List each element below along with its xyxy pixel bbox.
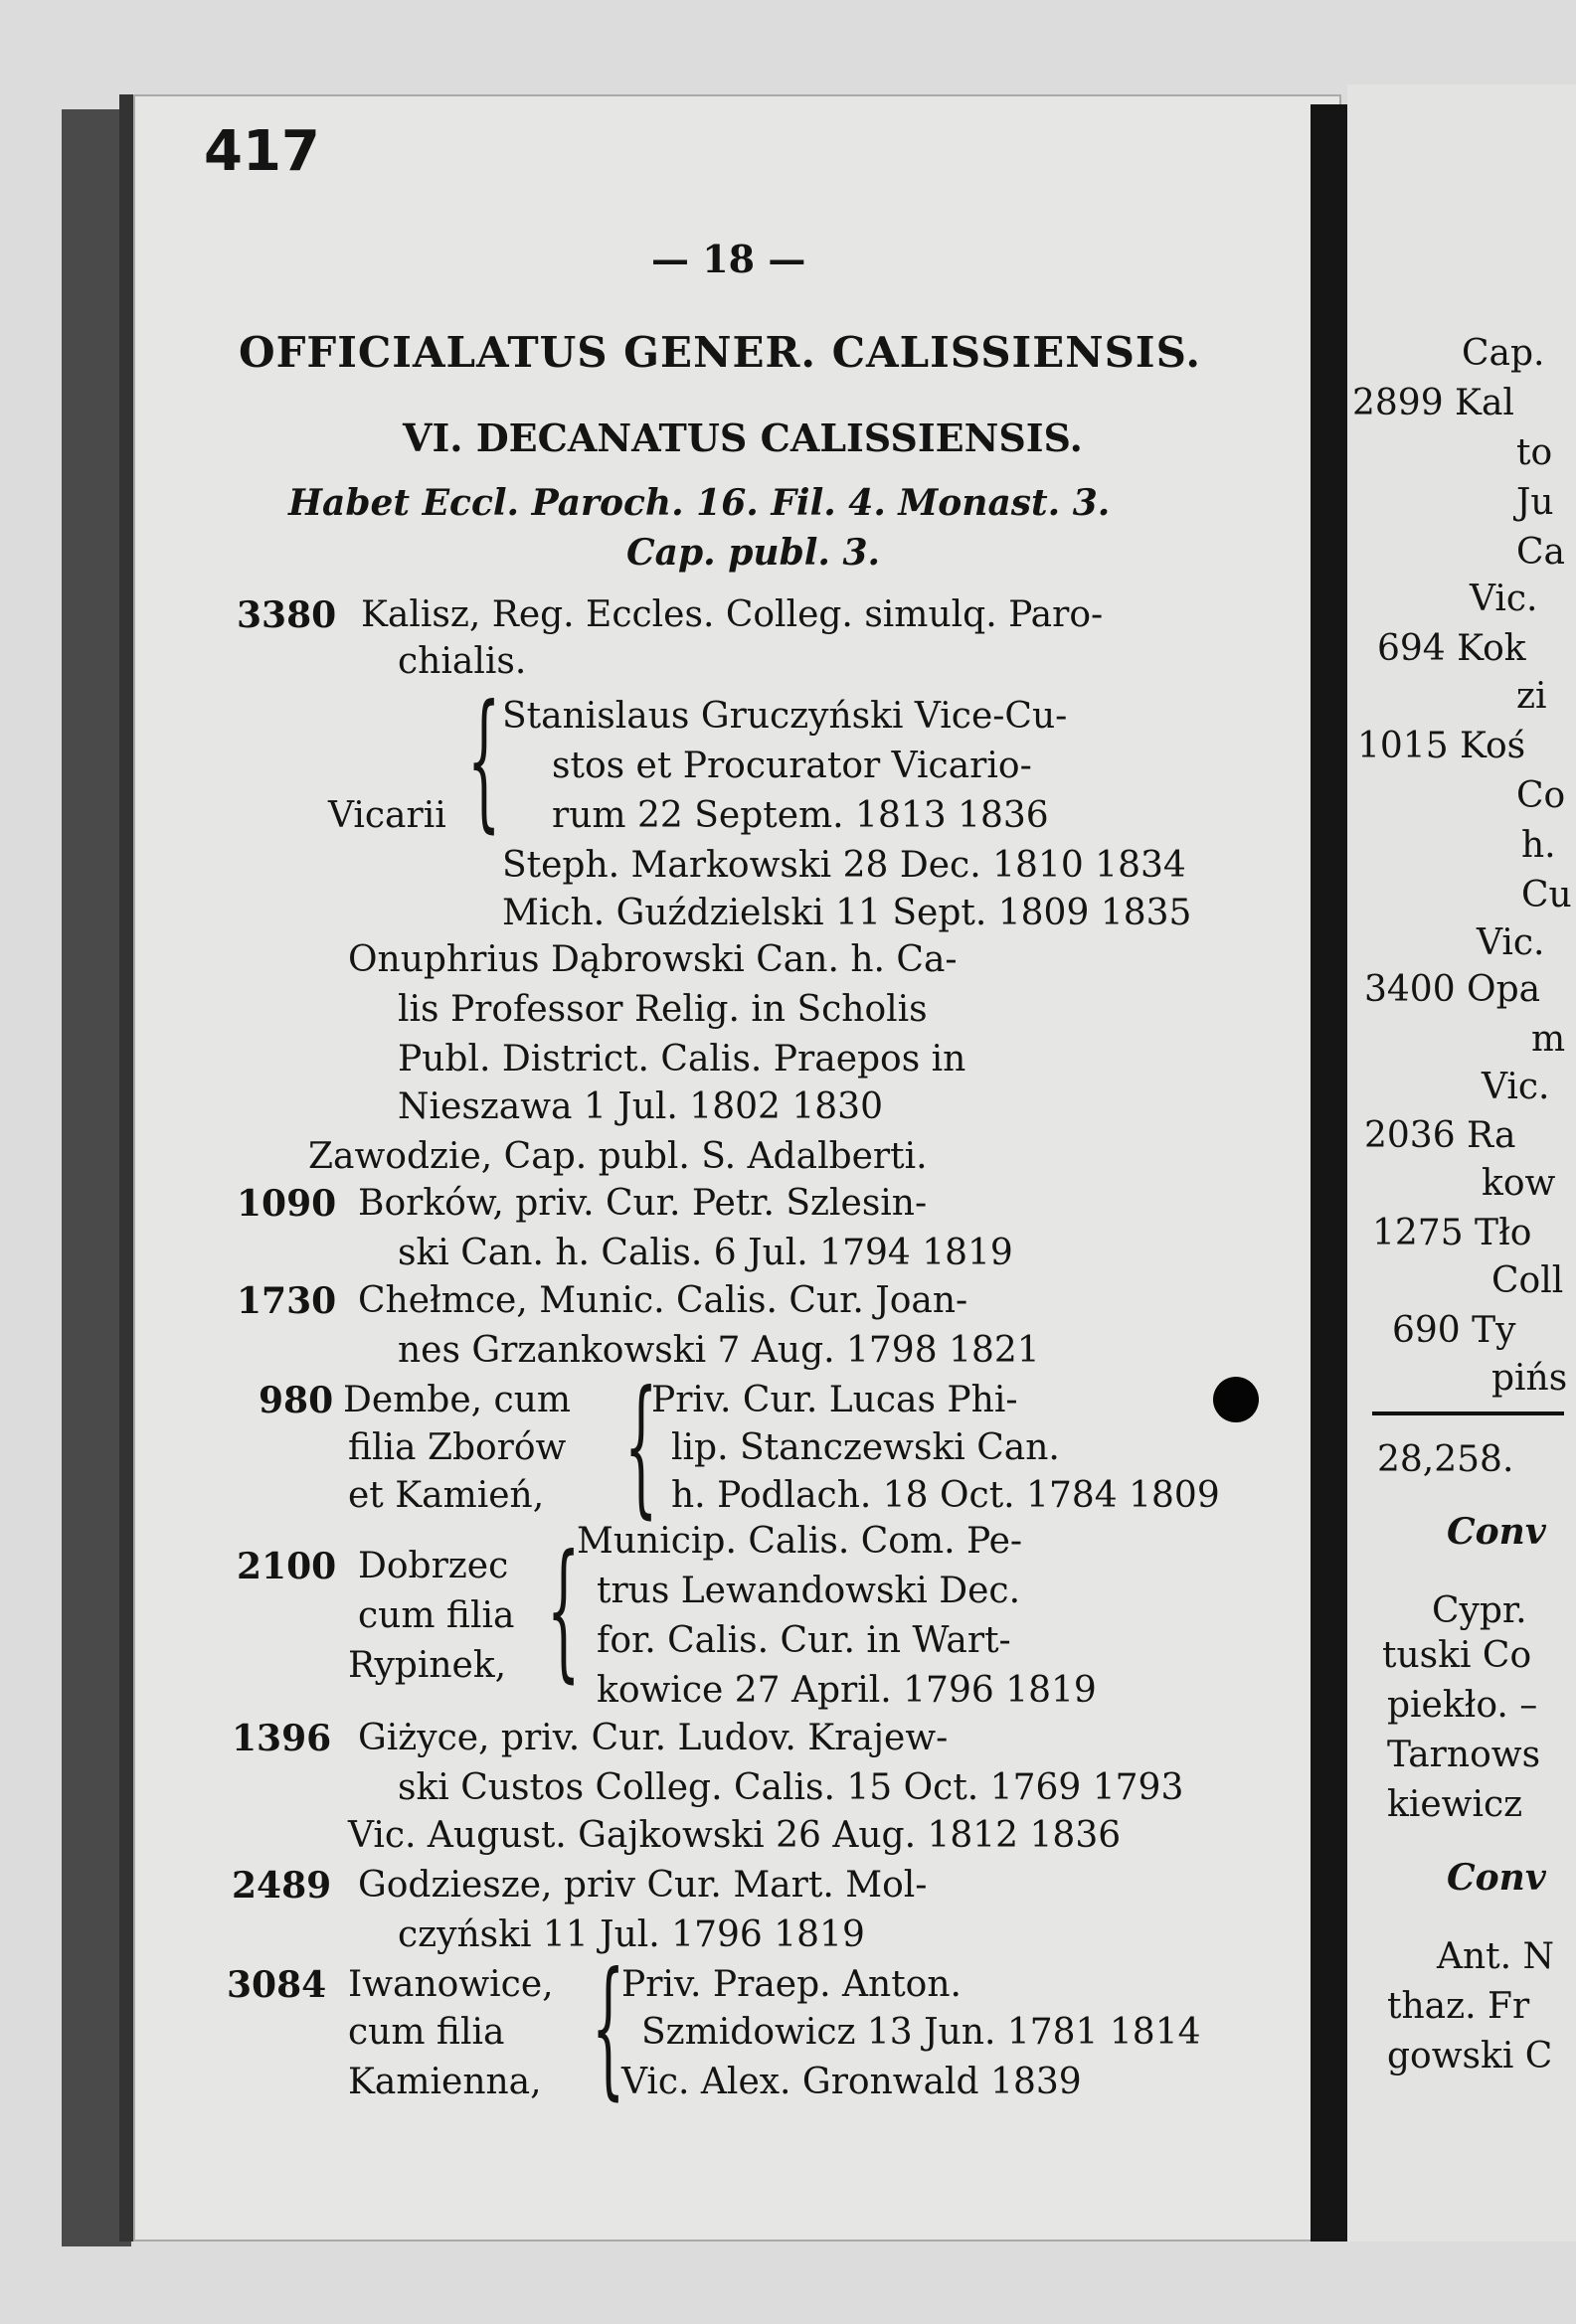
right-fragment: 28,258. [1377,1439,1514,1480]
right-fragment: 3400 Opa [1364,969,1541,1010]
entry-text: for. Calis. Cur. in Wart- [597,1620,1011,1661]
entry-text: Godziesze, priv Cur. Mart. Mol- [358,1865,928,1906]
entry-text: Vic. August. Gajkowski 26 Aug. 1812 1836 [348,1815,1122,1856]
vicarii-label: Vicarii [328,795,446,836]
right-fragment: Co [1516,775,1566,816]
entry-text: Dembe, cum [343,1380,572,1420]
entry-text: Vic. Alex. Gronwald 1839 [621,2062,1082,2102]
entry-text: ski Custos Colleg. Calis. 15 Oct. 1769 1793 [398,1767,1184,1808]
entry-text: Publ. District. Calis. Praepos in [398,1039,966,1079]
entry-text: h. Podlach. 18 Oct. 1784 1809 [671,1475,1220,1516]
entry-number: 1090 [237,1183,337,1225]
entry-text: Rypinek, [348,1645,507,1686]
entry-number: 3380 [237,594,337,636]
entry-text: Nieszawa 1 Jul. 1802 1830 [398,1086,883,1127]
right-fragment: Conv [1447,1857,1546,1899]
right-fragment: 1015 Koś [1357,726,1526,766]
right-fragment: to [1516,432,1553,473]
entry-text: et Kamień, [348,1475,545,1516]
brace-symbol: { [547,1524,581,1697]
entry-number: 980 [259,1380,334,1421]
right-fragment: 690 Ty [1392,1310,1516,1351]
entry-text: ski Can. h. Calis. 6 Jul. 1794 1819 [398,1233,1013,1273]
entry-text: Giżyce, priv. Cur. Ludov. Krajew- [358,1718,949,1758]
entry-text: trus Lewandowski Dec. [597,1571,1021,1611]
brace-symbol: { [624,1360,658,1533]
summary-line-1: Habet Eccl. Paroch. 16. Fil. 4. Monast. 3. [288,482,1111,524]
right-fragment: 694 Kok [1377,628,1526,669]
entry-text: nes Grzankowski 7 Aug. 1798 1821 [398,1330,1040,1371]
entry-text: Iwanowice, [348,1964,554,2005]
right-fragment: Cypr. [1432,1590,1527,1631]
right-fragment: Coll [1491,1260,1564,1301]
right-fragment: Ant. N [1437,1936,1555,1977]
right-fragment: gowski C [1387,2036,1553,2076]
entry-text: chialis. [398,641,527,682]
entry-text: lip. Stanczewski Can. [671,1427,1060,1468]
entry-text: Kalisz, Reg. Eccles. Colleg. simulq. Paro- [361,594,1104,635]
entry-text: Municip. Calis. Com. Pe- [577,1521,1023,1562]
entry-text: filia Zborów [348,1427,567,1468]
page-number: — 18 — [651,237,806,281]
right-fragment: Cap. [1462,333,1545,374]
vicar-line: rum 22 Septem. 1813 1836 [552,795,1049,836]
entry-text: Borków, priv. Cur. Petr. Szlesin- [358,1183,928,1224]
right-fragment: Tarnows [1387,1735,1541,1775]
entry-text: cum filia [348,2012,505,2053]
brace-symbol: { [467,674,501,847]
section-rule [1372,1411,1564,1415]
entry-text: Kamienna, [348,2062,542,2102]
handwritten-page-note: 417 [204,119,320,184]
entry-text: Dobrzec [358,1546,509,1586]
vicar-line: Stanislaus Gruczyński Vice-Cu- [502,696,1068,737]
right-fragment: kow [1482,1163,1556,1204]
right-fragment: pińs [1491,1358,1568,1399]
right-fragment: Ca [1516,532,1566,573]
entry-text: kowice 27 April. 1796 1819 [597,1670,1097,1711]
entry-text: Zawodzie, Cap. publ. S. Adalberti. [308,1136,928,1177]
heading-decanatus: VI. DECANATUS CALISSIENSIS. [403,415,1083,460]
entry-number: 2489 [232,1865,332,1907]
right-fragment: kiewicz [1387,1784,1523,1825]
vicar-line: stos et Procurator Vicario- [552,746,1032,786]
right-fragment: 1275 Tło [1372,1213,1532,1253]
summary-line-2: Cap. publ. 3. [626,532,881,574]
entry-text: cum filia [358,1595,515,1636]
brace-symbol: { [592,1941,625,2114]
entry-text: Szmidowicz 13 Jun. 1781 1814 [641,2012,1201,2053]
right-fragment: h. [1521,825,1556,866]
right-fragment: m [1531,1019,1566,1060]
entry-text: czyński 11 Jul. 1796 1819 [398,1914,865,1955]
entry-text: lis Professor Relig. in Scholis [398,989,928,1030]
right-fragment: 2899 Kal [1352,383,1514,423]
entry-number: 2100 [237,1546,337,1587]
right-fragment: Vic. [1482,1067,1550,1107]
right-fragment: tuski Co [1382,1635,1532,1676]
right-fragment: thaz. Fr [1387,1986,1530,2027]
right-fragment: Cu [1521,875,1572,915]
right-fragment: Vic. [1470,579,1538,619]
right-fragment: zi [1516,676,1547,717]
right-fragment: 2036 Ra [1364,1115,1516,1156]
right-fragment: Vic. [1477,922,1545,963]
right-fragment: Ju [1516,482,1554,523]
entry-number: 1730 [237,1280,337,1322]
entry-number: 1396 [232,1718,332,1759]
entry-text: Onuphrius Dąbrowski Can. h. Ca- [348,939,958,980]
entry-number: 3084 [227,1964,327,2006]
ink-blot [1213,1377,1259,1422]
vicar-line: Steph. Markowski 28 Dec. 1810 1834 [502,845,1186,886]
right-fragment: Conv [1447,1511,1546,1553]
entry-text: Priv. Cur. Lucas Phi- [651,1380,1018,1420]
vicar-line: Mich. Guździelski 11 Sept. 1809 1835 [502,893,1192,933]
page-gutter [1311,104,1350,2241]
heading-officialatus: OFFICIALATUS GENER. CALISSIENSIS. [239,328,1202,377]
entry-text: Priv. Praep. Anton. [621,1964,962,2005]
entry-text: Chełmce, Munic. Calis. Cur. Joan- [358,1280,968,1321]
right-fragment: piekło. – [1387,1685,1538,1726]
